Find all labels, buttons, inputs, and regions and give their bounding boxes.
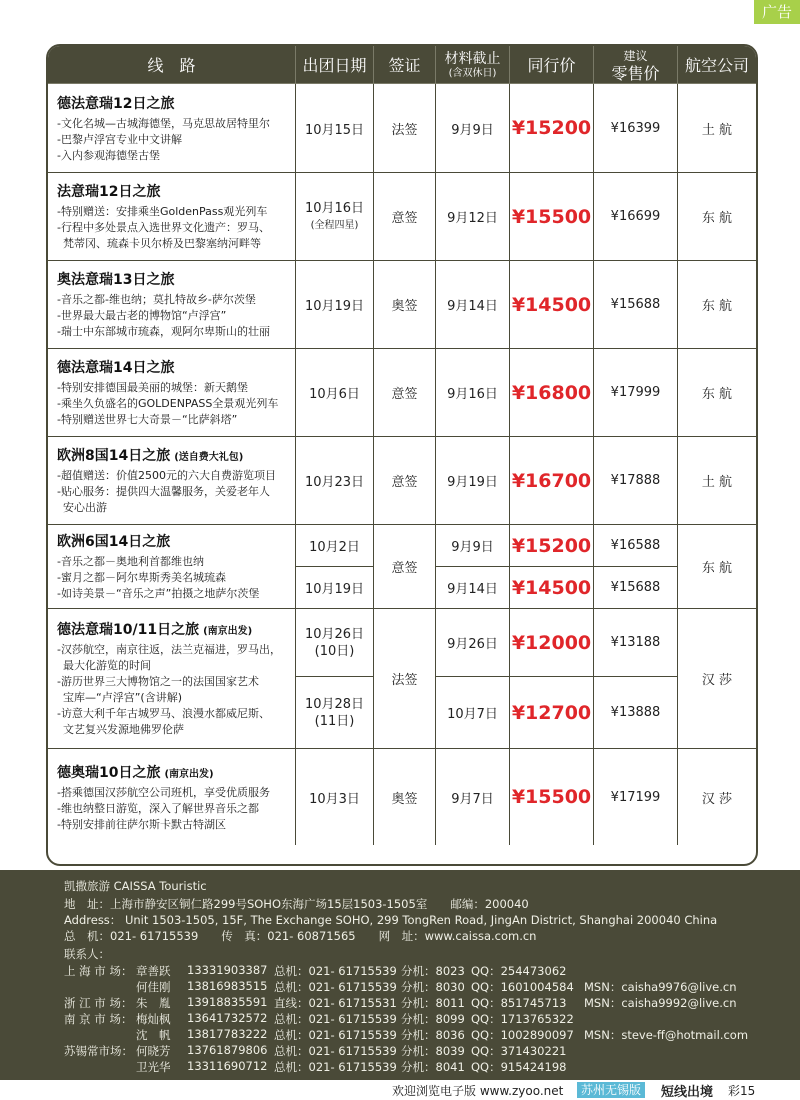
header-trade-price: 同行价: [510, 46, 594, 84]
departure-date: [296, 609, 374, 677]
qq: QQ：851745713: [471, 996, 567, 1010]
deadline: 9月7日: [436, 749, 510, 845]
route-title-note: (送自费大礼包): [174, 452, 244, 463]
route-title: 德法意瑞12日之旅: [57, 95, 175, 112]
office-line: 总机：021- 61715539: [274, 964, 397, 978]
airline: 东 航: [678, 173, 756, 261]
route-line: -文化名城—古城海德堡，马克思故居特里尔: [57, 116, 270, 130]
trade-price: ¥15200: [510, 84, 594, 173]
trade-price: ¥15200: [510, 525, 594, 567]
route-cell: [48, 173, 296, 261]
visa-type: 法签: [374, 84, 436, 173]
retail-price: ¥13888: [594, 677, 678, 749]
trade-price: ¥16800: [510, 349, 594, 437]
header-retail-price: [594, 46, 678, 84]
browse-link[interactable]: 欢迎浏览电子版 www.zyoo.net: [392, 1084, 564, 1098]
route-line: -乘坐久负盛名的GOLDENPASS全景观光列车: [57, 397, 279, 410]
route-cell: [48, 349, 296, 437]
deadline: 9月12日: [436, 173, 510, 261]
airline: 东 航: [678, 349, 756, 437]
route-line: -汉莎航空，南京往返，法兰克福进，罗马出，: [57, 643, 281, 656]
qq: QQ：915424198: [471, 1060, 567, 1074]
route-line: -特别赠送：安排乘坐GoldenPass观光列车: [57, 205, 268, 218]
airline: 东 航: [678, 525, 756, 609]
departure-date: 10月23日: [296, 437, 374, 525]
qq: QQ：1601004584: [471, 980, 574, 994]
msn: MSN：caisha9992@live.cn: [584, 996, 737, 1010]
route-line: -贴心服务：提供四大温馨服务，关爱老年人: [57, 485, 270, 498]
header-visa: 签证: [374, 46, 436, 84]
route-title-text: 欧洲8国14日之旅: [57, 448, 171, 464]
mobile: 13918835591: [187, 995, 268, 1009]
header-retail-2: 零售价: [611, 63, 660, 83]
date-main: 10月28日: [304, 696, 365, 712]
contact-name: 卫光华: [136, 1060, 171, 1074]
route-cell: [48, 749, 296, 845]
ad-label: 广告: [754, 0, 800, 24]
extension: 分机：8041: [401, 1060, 465, 1074]
contact-name: 何佳刚: [136, 980, 171, 994]
header-airline: 航空公司: [678, 46, 756, 84]
mobile: 13817783222: [187, 1027, 268, 1041]
departure-date: 10月19日: [296, 261, 374, 349]
market: 苏锡常市场：: [64, 1044, 133, 1058]
route-line: 梵蒂冈、琉森卡贝尔桥及巴黎塞纳河畔等: [63, 237, 261, 250]
route-line: -瑞士中东部城市琉森，观阿尔卑斯山的壮丽: [57, 325, 270, 338]
route-cell: [48, 437, 296, 525]
office-line: 总机：021- 61715539: [274, 1060, 397, 1074]
departure-date: 10月15日: [296, 84, 374, 173]
route-line: -如诗美景－“音乐之声”拍摄之地萨尔茨堡: [57, 587, 260, 600]
qq: QQ：1713765322: [471, 1012, 574, 1026]
route-title-note: (南京出发): [203, 626, 253, 637]
contact-name: 沈 帆: [136, 1028, 171, 1042]
departure-date: [296, 173, 374, 261]
departure-date: 10月2日: [296, 525, 374, 567]
retail-price: ¥17888: [594, 437, 678, 525]
route-line: 宝库—“卢浮宫”(含讲解): [63, 691, 182, 704]
route-line: -行程中多处景点入选世界文化遗产：罗马、: [57, 221, 270, 234]
mobile: 13816983515: [187, 979, 268, 993]
route-line: 文艺复兴发源地佛罗伦萨: [63, 723, 184, 736]
market: 上 海 市 场：: [64, 964, 133, 978]
route-title: [57, 445, 243, 465]
route-line: 最大化游览的时间: [63, 659, 151, 672]
route-line: -入内参观海德堡古堡: [57, 148, 160, 162]
route-cell: [48, 84, 296, 173]
deadline: 9月9日: [436, 525, 510, 567]
route-line: -搭乘德国汉莎航空公司班机，享受优质服务: [57, 785, 270, 799]
page-number: 彩15: [728, 1084, 756, 1098]
route-line: -游历世界三大博物馆之一的法国国家艺术: [57, 675, 259, 688]
qq: QQ：1002890097: [471, 1028, 574, 1042]
deadline: 9月16日: [436, 349, 510, 437]
qq: QQ：254473062: [471, 964, 567, 978]
route-line: -特别安排德国最美丽的城堡：新天鹅堡: [57, 381, 248, 394]
office-line: 直线：021- 61715531: [274, 996, 397, 1010]
market: 浙 江 市 场：: [64, 996, 133, 1010]
date-main: 10月26日: [304, 626, 365, 642]
section-title: 短线出境: [661, 1085, 714, 1100]
retail-price: ¥17199: [594, 749, 678, 845]
header-date: 出团日期: [296, 46, 374, 84]
visa-type: 意签: [374, 437, 436, 525]
route-cell: [48, 261, 296, 349]
date-note: (10日): [314, 643, 355, 659]
address-en: Address： Unit 1503-1505, 15F, The Exchange SOHO, 299 TongRen Road, JingAn District, Shanghai 200040 China: [64, 913, 718, 927]
company-footer: [0, 870, 800, 1080]
route-title-note: (南京出发): [164, 768, 214, 780]
retail-price: ¥15688: [594, 261, 678, 349]
deadline: 10月7日: [436, 677, 510, 749]
msn: MSN：steve-ff@hotmail.com: [584, 1028, 749, 1042]
trade-price: ¥14500: [510, 261, 594, 349]
extension: 分机：8039: [401, 1044, 465, 1058]
visa-type: 意签: [374, 173, 436, 261]
contact-name: 朱 胤: [136, 996, 171, 1010]
mobile: 13331903387: [187, 963, 268, 977]
date-main: 10月16日: [304, 200, 365, 216]
departure-date: 10月6日: [296, 349, 374, 437]
route-title: 奥法意瑞13日之旅: [57, 272, 175, 288]
route-title: [57, 762, 214, 782]
airline: 汉 莎: [701, 791, 733, 807]
contact-name: 梅灿枫: [136, 1012, 171, 1026]
departure-date: 10月19日: [296, 567, 374, 609]
retail-price: ¥13188: [594, 609, 678, 677]
departure-date: 10月3日: [296, 749, 374, 845]
header-deadline: [436, 46, 510, 84]
retail-price: ¥16588: [594, 525, 678, 567]
route-title: [57, 619, 252, 639]
route-title-text: 德法意瑞10/11日之旅: [57, 622, 200, 638]
address-cn: 地 址：上海市静安区铜仁路299号SOHO东海广场15层1503-1505室 邮编：200040: [64, 897, 529, 911]
route-line: -音乐之都-维也纳；莫扎特故乡-萨尔茨堡: [57, 293, 256, 306]
retail-price: ¥15688: [594, 567, 678, 609]
extension: 分机：8030: [401, 980, 465, 994]
route-line: -特别赠送世界七大奇景－“比萨斜塔”: [57, 413, 238, 426]
deadline: 9月26日: [436, 609, 510, 677]
mobile: 13311690712: [187, 1059, 268, 1073]
deadline: 9月14日: [436, 567, 510, 609]
office-line: 总机：021- 61715539: [274, 1012, 397, 1026]
date-note: (全程四星): [310, 219, 359, 231]
extension: 分机：8036: [401, 1028, 465, 1042]
visa-type: 意签: [374, 349, 436, 437]
extension: 分机：8099: [401, 1012, 465, 1026]
market: 南 京 市 场：: [64, 1012, 133, 1026]
trade-price: ¥12700: [510, 677, 594, 749]
route-title: 德法意瑞14日之旅: [57, 360, 175, 376]
contacts-label: 联系人：: [64, 947, 110, 961]
date-note: (11日): [314, 713, 355, 729]
deadline: 9月14日: [436, 261, 510, 349]
trade-price: ¥15500: [510, 173, 594, 261]
trade-price: ¥14500: [510, 567, 594, 609]
route-cell: [48, 609, 296, 749]
departure-date: [296, 677, 374, 749]
header-deadline-label: 材料截止: [444, 50, 501, 67]
route-line: -蜜月之都－阿尔卑斯秀美名城琉森: [57, 571, 226, 584]
route-line: -访意大利千年古城罗马、浪漫水都威尼斯、: [57, 707, 270, 720]
route-line: -巴黎卢浮宫专业中文讲解: [57, 132, 182, 146]
office-line: 总机：021- 61715539: [274, 1044, 397, 1058]
route-title: 欧洲6国14日之旅: [57, 534, 171, 550]
deadline: 9月9日: [436, 84, 510, 173]
route-line: -世界最大最古老的博物馆“卢浮宫”: [57, 309, 227, 322]
airline: 东 航: [678, 261, 756, 349]
trade-price: ¥15500: [510, 749, 594, 845]
extension: 分机：8023: [401, 964, 465, 978]
contact-name: 章善跃: [136, 964, 171, 978]
header-deadline-note: (含双休日): [448, 67, 497, 79]
trade-price: ¥12000: [510, 609, 594, 677]
header-route: 线 路: [48, 46, 296, 84]
route-cell: [48, 525, 296, 609]
airline: 汉 莎: [678, 609, 756, 749]
mobile: 13641732572: [187, 1011, 268, 1025]
airline: 土 航: [678, 437, 756, 525]
tour-price-table: [46, 44, 758, 866]
deadline: 9月19日: [436, 437, 510, 525]
page-footer-bar: [0, 1080, 800, 1100]
visa-type: 意签: [374, 525, 436, 609]
trade-price: ¥16700: [510, 437, 594, 525]
header-retail-1: 建议: [623, 48, 648, 63]
route-title-text: 德奥瑞10日之旅: [57, 764, 161, 781]
route-line: -特别安排前往萨尔斯卡默古特湖区: [57, 817, 226, 831]
airline: 土 航: [678, 84, 756, 173]
company-name: 凯撒旅游 CAISSA Touristic: [64, 879, 207, 893]
contact-name: 何晓芳: [136, 1044, 171, 1058]
extension: 分机：8011: [401, 996, 465, 1010]
qq: QQ：371430221: [471, 1044, 567, 1058]
retail-price: ¥16699: [594, 173, 678, 261]
route-line: -音乐之都－奥地利首都维也纳: [57, 555, 204, 568]
route-title: 法意瑞12日之旅: [57, 184, 161, 200]
office-line: 总机：021- 61715539: [274, 1028, 397, 1042]
route-line: -超值赠送：价值2500元的六大自费游览项目: [57, 469, 276, 482]
office-line: 总机：021- 61715539: [274, 980, 397, 994]
visa-type: 法签: [374, 609, 436, 749]
phone-line: 总 机：021- 61715539 传 真：021- 60871565 网 址：www.caissa.com.cn: [64, 929, 537, 943]
visa-type: 奥签: [374, 749, 436, 845]
visa-type: 奥签: [374, 261, 436, 349]
retail-price: ¥17999: [594, 349, 678, 437]
msn: MSN：caisha9976@live.cn: [584, 980, 737, 994]
retail-price: ¥16399: [594, 84, 678, 173]
mobile: 13761879806: [187, 1043, 268, 1057]
route-line: -维也纳整日游览，深入了解世界音乐之都: [57, 801, 259, 815]
edition-badge: 苏州无锡版: [577, 1082, 645, 1098]
route-line: 安心出游: [63, 501, 107, 514]
